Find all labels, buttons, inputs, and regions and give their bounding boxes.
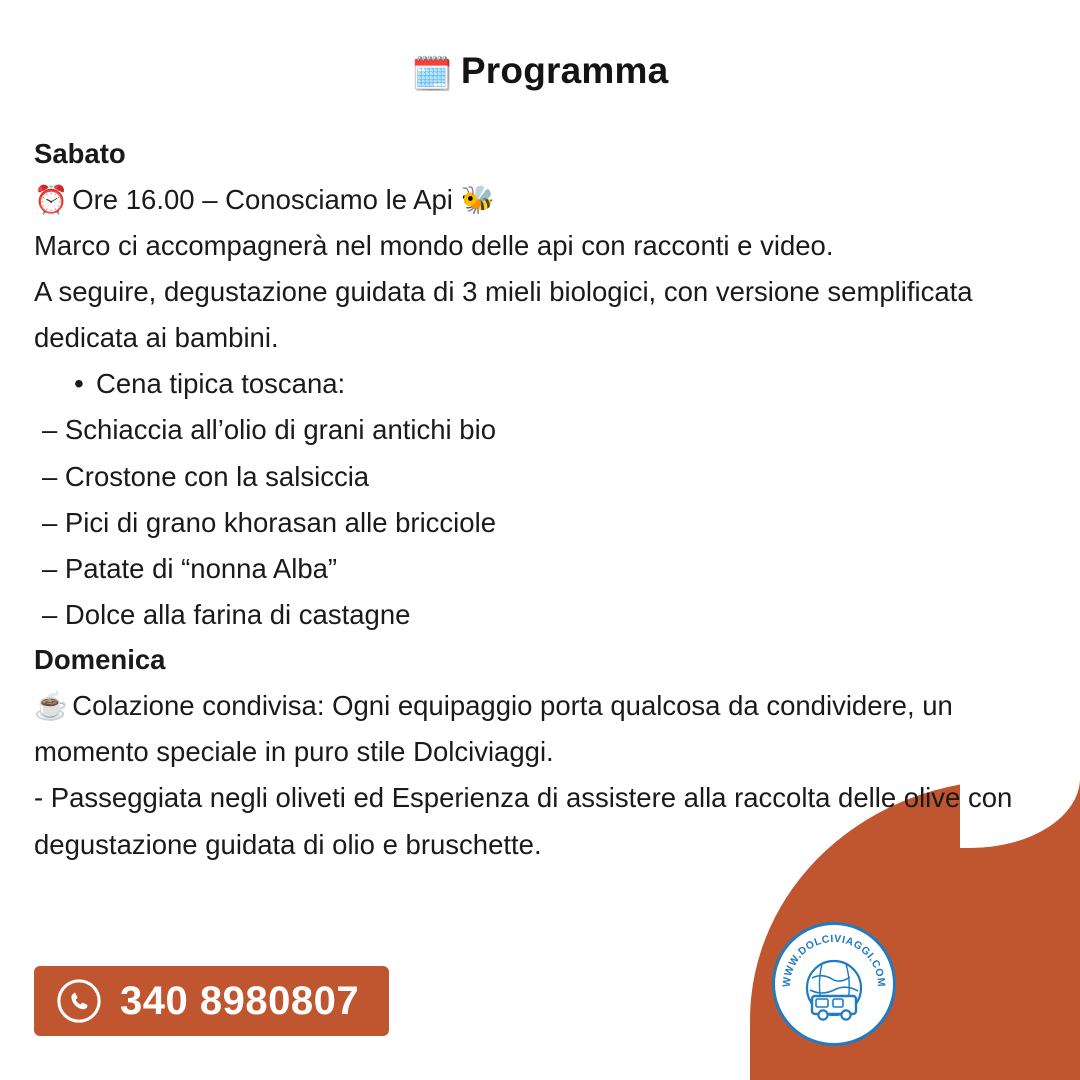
whatsapp-icon — [56, 978, 102, 1024]
hot-beverage-icon: ☕ — [34, 689, 69, 721]
saturday-line-1 — [34, 177, 1046, 223]
alarm-clock-icon: ⏰ — [34, 183, 69, 215]
phone-contact-badge[interactable] — [34, 966, 389, 1036]
saturday-line-2: Marco ci accompagnerà nel mondo delle api con racconti e video. — [34, 229, 834, 261]
page-title-text: Programma — [460, 50, 669, 91]
menu-item: – Patate di “nonna Alba” — [42, 553, 338, 585]
sunday-line-2: - Passeggiata negli oliveti ed Esperienza di assistere alla raccolta delle olive con degustazione guidata di olio e bruschette. — [34, 782, 1013, 860]
dolciviaggi-logo — [772, 922, 896, 1046]
menu-item: – Crostone con la salsiccia — [42, 460, 370, 492]
saturday-dinner-bullet: • Cena tipica toscana: — [70, 361, 1046, 407]
calendar-icon: 🗓️ — [411, 55, 453, 92]
program-content — [34, 132, 1046, 868]
phone-number: 340 8980807 — [120, 978, 360, 1023]
sunday-line-1-text: Colazione condivisa: Ogni equipaggio porta qualcosa da condividere, un momento speciale in puro stile Dolciviaggi. — [34, 689, 953, 768]
menu-item: – Dolce alla farina di castagne — [42, 599, 411, 631]
menu-item: – Pici di grano khorasan alle bricciole — [42, 506, 496, 538]
svg-text:WWW.DOLCIVIAGGI.COM: WWW.DOLCIVIAGGI.COM — [780, 932, 888, 988]
saturday-line-1-text: Ore 16.00 – Conosciamo le Api 🐝 — [72, 183, 495, 215]
sunday-heading: Domenica — [34, 644, 166, 676]
saturday-line-3: A seguire, degustazione guidata di 3 mieli biologici, con versione semplificata dedicata ai bambini. — [34, 275, 973, 354]
saturday-heading: Sabato — [34, 138, 126, 169]
menu-item: – Schiaccia all’olio di grani antichi bio — [42, 414, 497, 446]
sunday-line-1 — [34, 683, 1046, 775]
page-title — [34, 50, 1046, 94]
